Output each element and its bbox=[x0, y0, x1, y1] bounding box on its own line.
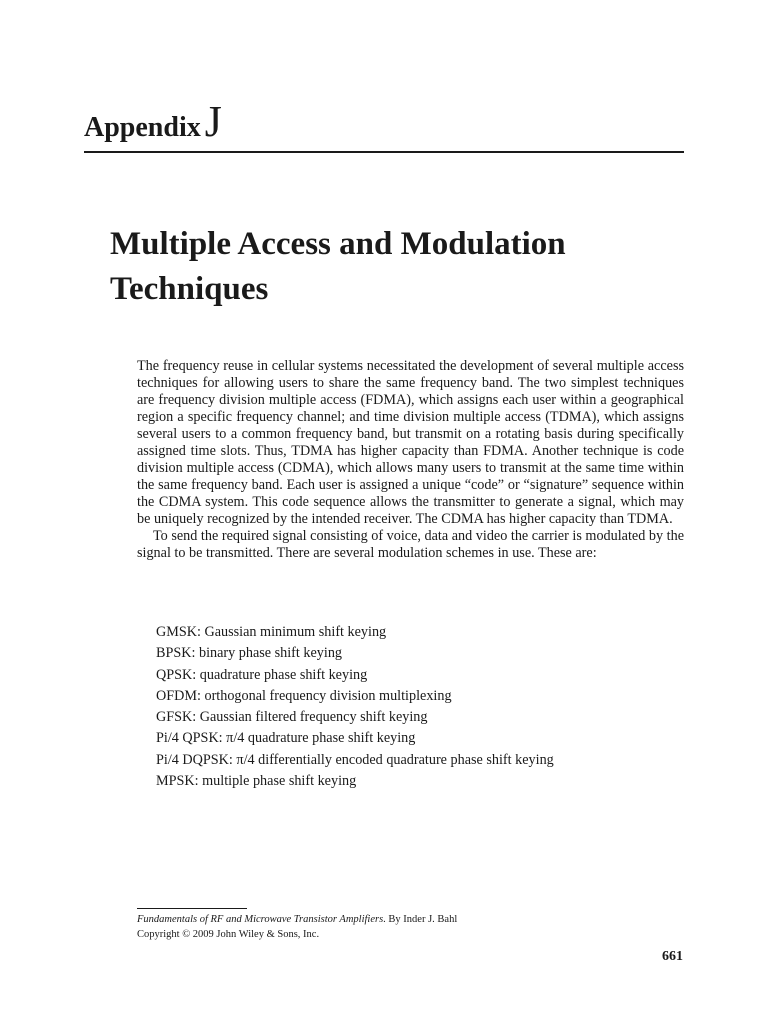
footnote-rule bbox=[137, 908, 247, 909]
modulation-scheme-list bbox=[156, 622, 554, 792]
footnote bbox=[137, 912, 457, 942]
body-text bbox=[137, 358, 684, 562]
heading-rule bbox=[84, 151, 684, 153]
list-item: BPSK: binary phase shift keying bbox=[156, 645, 343, 662]
list-item: Pi/4 QPSK: π/4 quadrature phase shift keying bbox=[156, 730, 416, 747]
chapter-title: Multiple Access and Modulation Techniques bbox=[110, 226, 566, 307]
list-item: OFDM: orthogonal frequency division multiplexing bbox=[156, 687, 452, 704]
list-item: GFSK: Gaussian filtered frequency shift keying bbox=[156, 709, 428, 726]
footnote-citation bbox=[137, 912, 457, 927]
footnote-copyright: Copyright © 2009 John Wiley & Sons, Inc. bbox=[137, 929, 320, 940]
list-item: MPSK: multiple phase shift keying bbox=[156, 773, 357, 790]
appendix-word: Appendix bbox=[84, 112, 201, 143]
list-item: GMSK: Gaussian minimum shift keying bbox=[156, 624, 387, 640]
page-number: 661 bbox=[662, 949, 683, 964]
list-item: Pi/4 DQPSK: π/4 differentially encoded quadrature phase shift keying bbox=[156, 751, 554, 768]
footnote-book-title: Fundamentals of RF and Microwave Transistor Amplifiers bbox=[137, 914, 384, 925]
modulation-paragraph: To send the required signal consisting of voice, data and video the carrier is modulated by the signal to be transmitted. There are several modulation schemes in use. These are: bbox=[137, 528, 684, 561]
intro-paragraph: The frequency reuse in cellular systems necessitated the development of several multiple access techniques for allowing users to share the same frequency band. The two simplest techniques are frequency division multiple access (FDMA), which assigns each user within a geographical region a specific frequency channel; and time division multiple access (TDMA), which assigns several users to a common frequency band, but transmit on a rotating basis during specifically assigned time slots. Thus, TDMA has higher capacity than FDMA. Another technique is code division multiple access (CDMA), which allows many users to transmit at the same time within the same frequency band. Each user is assigned a unique “code” or “signature” sequence within the CDMA system. This code sequence allows the transmitter to generate a signal, which may be uniquely recognized by the intended receiver. The CDMA has higher capacity than TDMA. bbox=[137, 358, 684, 527]
list-item: QPSK: quadrature phase shift keying bbox=[156, 666, 368, 683]
appendix-letter: J bbox=[204, 97, 222, 146]
footnote-author: . By Inder J. Bahl bbox=[383, 914, 458, 925]
appendix-heading bbox=[84, 96, 222, 147]
